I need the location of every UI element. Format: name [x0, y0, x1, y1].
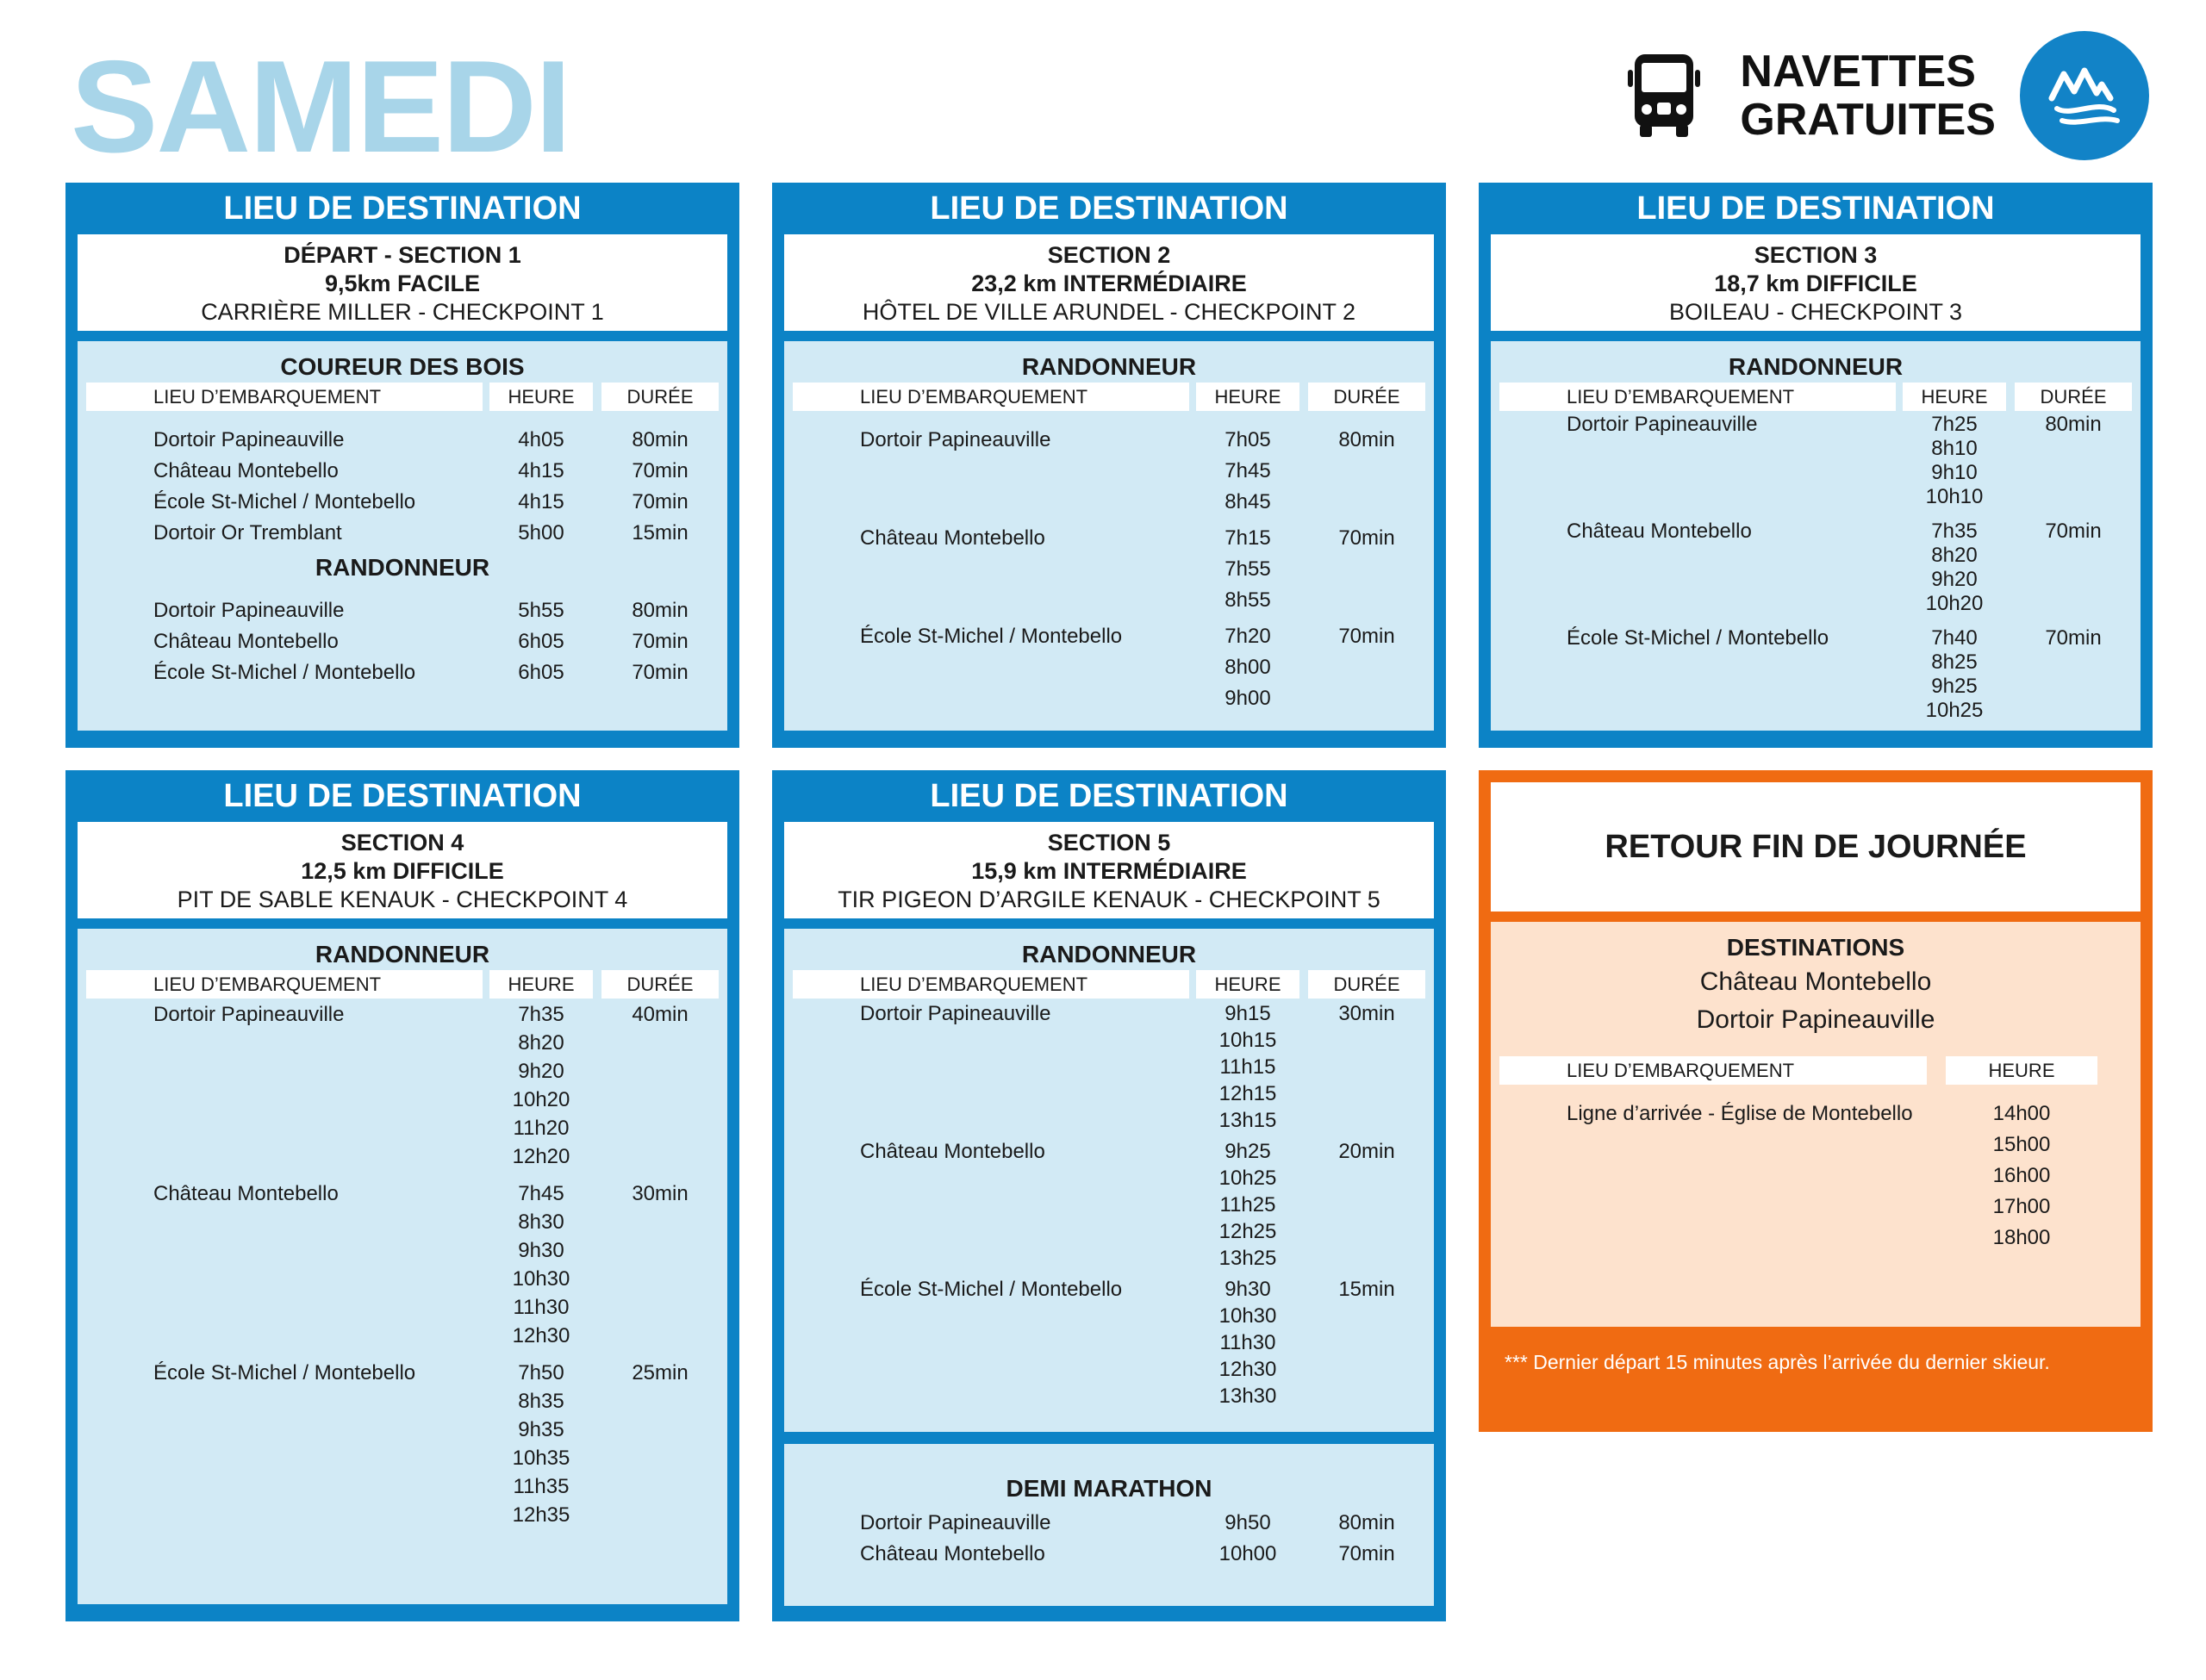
trip-duration: 20min [1338, 1140, 1395, 1163]
departure-time: 12h35 [512, 1503, 570, 1527]
trip-duration: 70min [2045, 520, 2102, 543]
return-destination: Château Montebello [1699, 968, 1932, 996]
departure-time: 4h15 [518, 459, 564, 482]
departure-time: 8h55 [1225, 588, 1271, 612]
panel-heading: LIEU DE DESTINATION [930, 190, 1288, 227]
departure-time: 10h00 [1218, 1542, 1277, 1565]
trip-duration: 80min [1338, 428, 1395, 451]
schedule-rows [78, 595, 727, 688]
category-title: DEMI MARATHON [1006, 1475, 1212, 1502]
stop-name: École St-Michel / Montebello [860, 625, 1123, 648]
col-heure: HEURE [489, 970, 593, 999]
panel-heading: LIEU DE DESTINATION [223, 778, 582, 814]
departure-time: 7h40 [1931, 626, 1978, 650]
destination-line2: 18,7 km DIFFICILE [1714, 271, 1917, 296]
departure-time: 18h00 [1992, 1226, 2051, 1249]
departure-times [1903, 626, 2006, 723]
departure-time: 12h30 [512, 1324, 570, 1347]
departure-time: 7h35 [518, 1003, 564, 1026]
destination-box [784, 234, 1434, 331]
trip-duration: 15min [632, 521, 689, 544]
departure-time: 9h20 [1931, 568, 1978, 591]
departure-time: 10h30 [512, 1267, 570, 1291]
departure-times [1196, 1138, 1299, 1272]
schedule-area [784, 929, 1434, 1432]
trip-duration: 30min [1338, 1002, 1395, 1025]
departure-time: 7h05 [1225, 428, 1271, 451]
trip-duration: 70min [632, 490, 689, 513]
departure-time: 8h30 [518, 1210, 564, 1234]
departure-time: 8h00 [1225, 656, 1271, 679]
return-schedule-area [1491, 922, 2141, 1327]
stop-name: Château Montebello [860, 1140, 1045, 1163]
departure-time: 8h20 [518, 1031, 564, 1055]
col-heure: HEURE [1196, 970, 1299, 999]
col-duree: DURÉE [601, 383, 719, 411]
destination-line1: SECTION 5 [1047, 830, 1171, 856]
table-row [86, 518, 719, 549]
departure-time: 6h05 [518, 630, 564, 653]
departure-times [1946, 1098, 2097, 1254]
departure-time: 7h45 [1225, 459, 1271, 482]
stop-name: École St-Michel / Montebello [153, 661, 416, 684]
category-title: RANDONNEUR [1021, 353, 1197, 380]
table-row [793, 425, 1425, 518]
return-destinations [1491, 963, 2141, 1039]
col-duree: DURÉE [2015, 383, 2132, 411]
col-lieu: LIEU D’EMBARQUEMENT [1499, 1056, 1927, 1085]
departure-time: 15h00 [1992, 1133, 2051, 1156]
departure-time: 12h30 [1218, 1358, 1277, 1381]
destination-line1: SECTION 4 [340, 830, 464, 856]
stop-name: Ligne d’arrivée - Église de Montebello [1567, 1102, 1913, 1125]
table-row [793, 621, 1425, 714]
departure-time: 11h30 [513, 1296, 570, 1319]
panel-section-3 [1479, 183, 2153, 748]
panel-heading: LIEU DE DESTINATION [930, 778, 1288, 814]
col-heure: HEURE [489, 383, 593, 411]
departure-time: 9h25 [1931, 675, 1978, 698]
trip-duration: 25min [632, 1361, 689, 1384]
col-heure: HEURE [1946, 1056, 2097, 1085]
panel-section-1 [65, 183, 739, 748]
departure-time: 7h50 [518, 1361, 564, 1384]
category-title: COUREUR DES BOIS [280, 353, 525, 380]
departure-time: 7h20 [1225, 625, 1271, 648]
destination-line1: SECTION 3 [1754, 242, 1878, 268]
departure-time: 17h00 [1992, 1195, 2051, 1218]
departure-time: 7h15 [1225, 526, 1271, 550]
departure-time: 8h20 [1931, 544, 1978, 567]
category-title: RANDONNEUR [315, 554, 490, 581]
departure-time: 8h35 [518, 1390, 564, 1413]
departure-time: 4h05 [518, 428, 564, 451]
trip-duration: 70min [632, 661, 689, 684]
departure-times [1196, 425, 1299, 518]
departure-time: 11h35 [513, 1475, 570, 1498]
table-row [86, 487, 719, 518]
destinations-label: DESTINATIONS [1726, 934, 1905, 961]
destination-box [784, 822, 1434, 918]
schedule-rows [1491, 1098, 2141, 1254]
destination-line3: HÔTEL DE VILLE ARUNDEL - CHECKPOINT 2 [862, 299, 1356, 325]
trip-duration: 80min [632, 599, 689, 622]
departure-time: 12h15 [1218, 1082, 1277, 1105]
footnote: *** Dernier départ 15 minutes après l’arrivée du dernier skieur. [1505, 1351, 2050, 1373]
schedule-area [78, 929, 727, 1604]
departure-time: 10h25 [1925, 699, 1984, 722]
schedule-rows [78, 425, 727, 549]
destination-line1: DÉPART - SECTION 1 [284, 242, 521, 268]
departure-time: 11h15 [1219, 1055, 1276, 1079]
departure-time: 9h35 [518, 1418, 564, 1441]
departure-time: 9h15 [1225, 1002, 1271, 1025]
trip-duration: 70min [2045, 626, 2102, 650]
stop-name: Château Montebello [153, 630, 339, 653]
departure-time: 9h00 [1225, 687, 1271, 710]
departure-time: 13h15 [1218, 1109, 1277, 1132]
stop-name: Château Montebello [860, 1542, 1045, 1565]
panel-heading: LIEU DE DESTINATION [1636, 190, 1995, 227]
departure-time: 8h25 [1931, 650, 1978, 674]
departure-times [489, 1179, 593, 1350]
column-headers [1499, 383, 2132, 411]
trip-duration: 30min [632, 1182, 689, 1205]
trip-duration: 80min [632, 428, 689, 451]
table-row [1499, 626, 2132, 723]
departure-time: 11h30 [1219, 1331, 1276, 1354]
shuttle-label-line1: NAVETTES [1740, 47, 1976, 96]
schedule-area [1491, 341, 2141, 731]
departure-time: 5h00 [518, 521, 564, 544]
table-row [793, 1138, 1425, 1272]
destination-line3: TIR PIGEON D’ARGILE KENAUK - CHECKPOINT 5 [838, 887, 1380, 912]
col-heure: HEURE [1903, 383, 2006, 411]
departure-times [1903, 520, 2006, 616]
departure-time: 10h10 [1925, 485, 1984, 508]
departure-time: 11h25 [1219, 1193, 1276, 1216]
departure-time: 10h35 [512, 1447, 570, 1470]
departure-time: 10h15 [1218, 1029, 1277, 1052]
departure-times [1903, 413, 2006, 509]
departure-time: 10h20 [512, 1088, 570, 1111]
schedule-area [78, 341, 727, 731]
return-destination: Dortoir Papineauville [1696, 1005, 1935, 1034]
header-shuttle [1624, 31, 2149, 160]
schedule-area [784, 341, 1434, 731]
col-lieu: LIEU D’EMBARQUEMENT [1499, 383, 1896, 411]
bus-icon [1624, 53, 1704, 139]
departure-time: 9h25 [1225, 1140, 1271, 1163]
departure-time: 10h30 [1218, 1304, 1277, 1328]
column-headers [793, 383, 1425, 411]
table-row [793, 1539, 1425, 1570]
destination-line1: SECTION 2 [1047, 242, 1171, 268]
destination-box [78, 234, 727, 331]
departure-times [1196, 621, 1299, 714]
trip-duration: 70min [1338, 526, 1395, 550]
col-duree: DURÉE [601, 970, 719, 999]
departure-time: 12h25 [1218, 1220, 1277, 1243]
category-title: RANDONNEUR [1021, 941, 1197, 968]
departure-time: 8h45 [1225, 490, 1271, 513]
table-row [793, 1276, 1425, 1409]
destination-line2: 12,5 km DIFFICILE [301, 858, 504, 884]
stop-name: Dortoir Papineauville [153, 1003, 345, 1026]
destination-box [78, 822, 727, 918]
departure-time: 5h55 [518, 599, 564, 622]
departure-times [1196, 1000, 1299, 1134]
stop-name: Château Montebello [153, 1182, 339, 1205]
panel-heading: LIEU DE DESTINATION [223, 190, 582, 227]
stop-name: Château Montebello [1567, 520, 1752, 543]
stop-name: École St-Michel / Montebello [153, 1361, 416, 1384]
departure-time: 9h30 [1225, 1278, 1271, 1301]
departure-times [489, 1359, 593, 1529]
column-headers [1499, 1056, 2132, 1085]
col-lieu: LIEU D’EMBARQUEMENT [793, 970, 1189, 999]
panel-section-4 [65, 770, 739, 1621]
col-lieu: LIEU D’EMBARQUEMENT [86, 970, 483, 999]
page-title: SAMEDI [71, 34, 570, 180]
category-title: RANDONNEUR [315, 941, 490, 968]
destination-line3: BOILEAU - CHECKPOINT 3 [1668, 299, 1963, 325]
table-row [86, 1179, 719, 1350]
return-title: RETOUR FIN DE JOURNÉE [1605, 828, 2027, 865]
departure-time: 11h20 [513, 1117, 570, 1140]
schedule-rows [78, 1000, 727, 1529]
destination-line3: PIT DE SABLE KENAUK - CHECKPOINT 4 [177, 887, 628, 912]
trip-duration: 70min [1338, 1542, 1395, 1565]
shuttle-label [1740, 47, 1996, 144]
table-row [793, 1000, 1425, 1134]
col-duree: DURÉE [1308, 383, 1425, 411]
table-row [86, 626, 719, 657]
stop-name: École St-Michel / Montebello [153, 490, 416, 513]
stop-name: Château Montebello [153, 459, 339, 482]
trip-duration: 40min [632, 1003, 689, 1026]
departure-time: 6h05 [518, 661, 564, 684]
return-title-box [1491, 782, 2141, 912]
shuttle-label-line2: GRATUITES [1740, 95, 1996, 145]
departure-time: 14h00 [1992, 1102, 2051, 1125]
stop-name: École St-Michel / Montebello [1567, 626, 1829, 650]
table-row [1499, 1098, 2132, 1254]
stop-name: Dortoir Papineauville [153, 428, 345, 451]
stop-name: Dortoir Papineauville [153, 599, 345, 622]
col-lieu: LIEU D’EMBARQUEMENT [86, 383, 483, 411]
departure-time: 7h25 [1931, 413, 1978, 436]
schedule-rows [784, 1508, 1434, 1570]
departure-time: 7h45 [518, 1182, 564, 1205]
departure-time: 16h00 [1992, 1164, 2051, 1187]
destination-line2: 23,2 km INTERMÉDIAIRE [971, 271, 1247, 296]
table-row [86, 456, 719, 487]
table-row [86, 657, 719, 688]
destination-line3: CARRIÈRE MILLER - CHECKPOINT 1 [201, 299, 604, 325]
stop-name: Dortoir Papineauville [860, 428, 1051, 451]
trip-duration: 80min [2045, 413, 2102, 436]
table-row [86, 1000, 719, 1171]
stop-name: Dortoir Papineauville [1567, 413, 1758, 436]
trip-duration: 70min [1338, 625, 1395, 648]
table-row [86, 1359, 719, 1529]
col-lieu: LIEU D’EMBARQUEMENT [793, 383, 1189, 411]
stop-name: Dortoir Papineauville [860, 1002, 1051, 1025]
destination-line2: 9,5km FACILE [324, 271, 481, 296]
departure-time: 10h20 [1925, 592, 1984, 615]
departure-times [489, 1000, 593, 1171]
destination-line2: 15,9 km INTERMÉDIAIRE [971, 858, 1247, 884]
table-row [86, 595, 719, 626]
departure-times [1196, 1276, 1299, 1409]
trip-duration: 15min [1338, 1278, 1395, 1301]
schedule-rows [784, 425, 1434, 714]
stop-name: Dortoir Or Tremblant [153, 521, 342, 544]
departure-times [1196, 523, 1299, 616]
trip-duration: 70min [632, 630, 689, 653]
column-headers [86, 383, 719, 411]
panel-section-2 [772, 183, 1446, 748]
departure-time: 7h55 [1225, 557, 1271, 581]
departure-time: 12h20 [512, 1145, 570, 1168]
departure-time: 13h25 [1218, 1247, 1277, 1270]
mountain-logo-icon [2020, 31, 2149, 160]
column-headers [86, 970, 719, 999]
half-marathon-area [784, 1444, 1434, 1606]
departure-time: 4h15 [518, 490, 564, 513]
schedule-rows [784, 1000, 1434, 1409]
stop-name: Château Montebello [860, 526, 1045, 550]
table-row [793, 1508, 1425, 1539]
table-row [1499, 520, 2132, 616]
stop-name: Dortoir Papineauville [860, 1511, 1051, 1534]
table-row [793, 523, 1425, 616]
panel-section-5 [772, 770, 1446, 1621]
col-duree: DURÉE [1308, 970, 1425, 999]
departure-time: 9h20 [518, 1060, 564, 1083]
stop-name: École St-Michel / Montebello [860, 1278, 1123, 1301]
departure-time: 9h10 [1931, 461, 1978, 484]
departure-time: 8h10 [1931, 437, 1978, 460]
trip-duration: 80min [1338, 1511, 1395, 1534]
trip-duration: 70min [632, 459, 689, 482]
category-title: RANDONNEUR [1728, 353, 1904, 380]
departure-time: 13h30 [1218, 1384, 1277, 1408]
table-row [1499, 413, 2132, 509]
destination-box [1491, 234, 2141, 331]
departure-time: 10h25 [1218, 1167, 1277, 1190]
panel-return [1479, 770, 2153, 1432]
departure-time: 9h30 [518, 1239, 564, 1262]
departure-time: 7h35 [1931, 520, 1978, 543]
table-row [86, 425, 719, 456]
col-heure: HEURE [1196, 383, 1299, 411]
departure-time: 9h50 [1225, 1511, 1271, 1534]
column-headers [793, 970, 1425, 999]
schedule-rows [1491, 413, 2141, 723]
